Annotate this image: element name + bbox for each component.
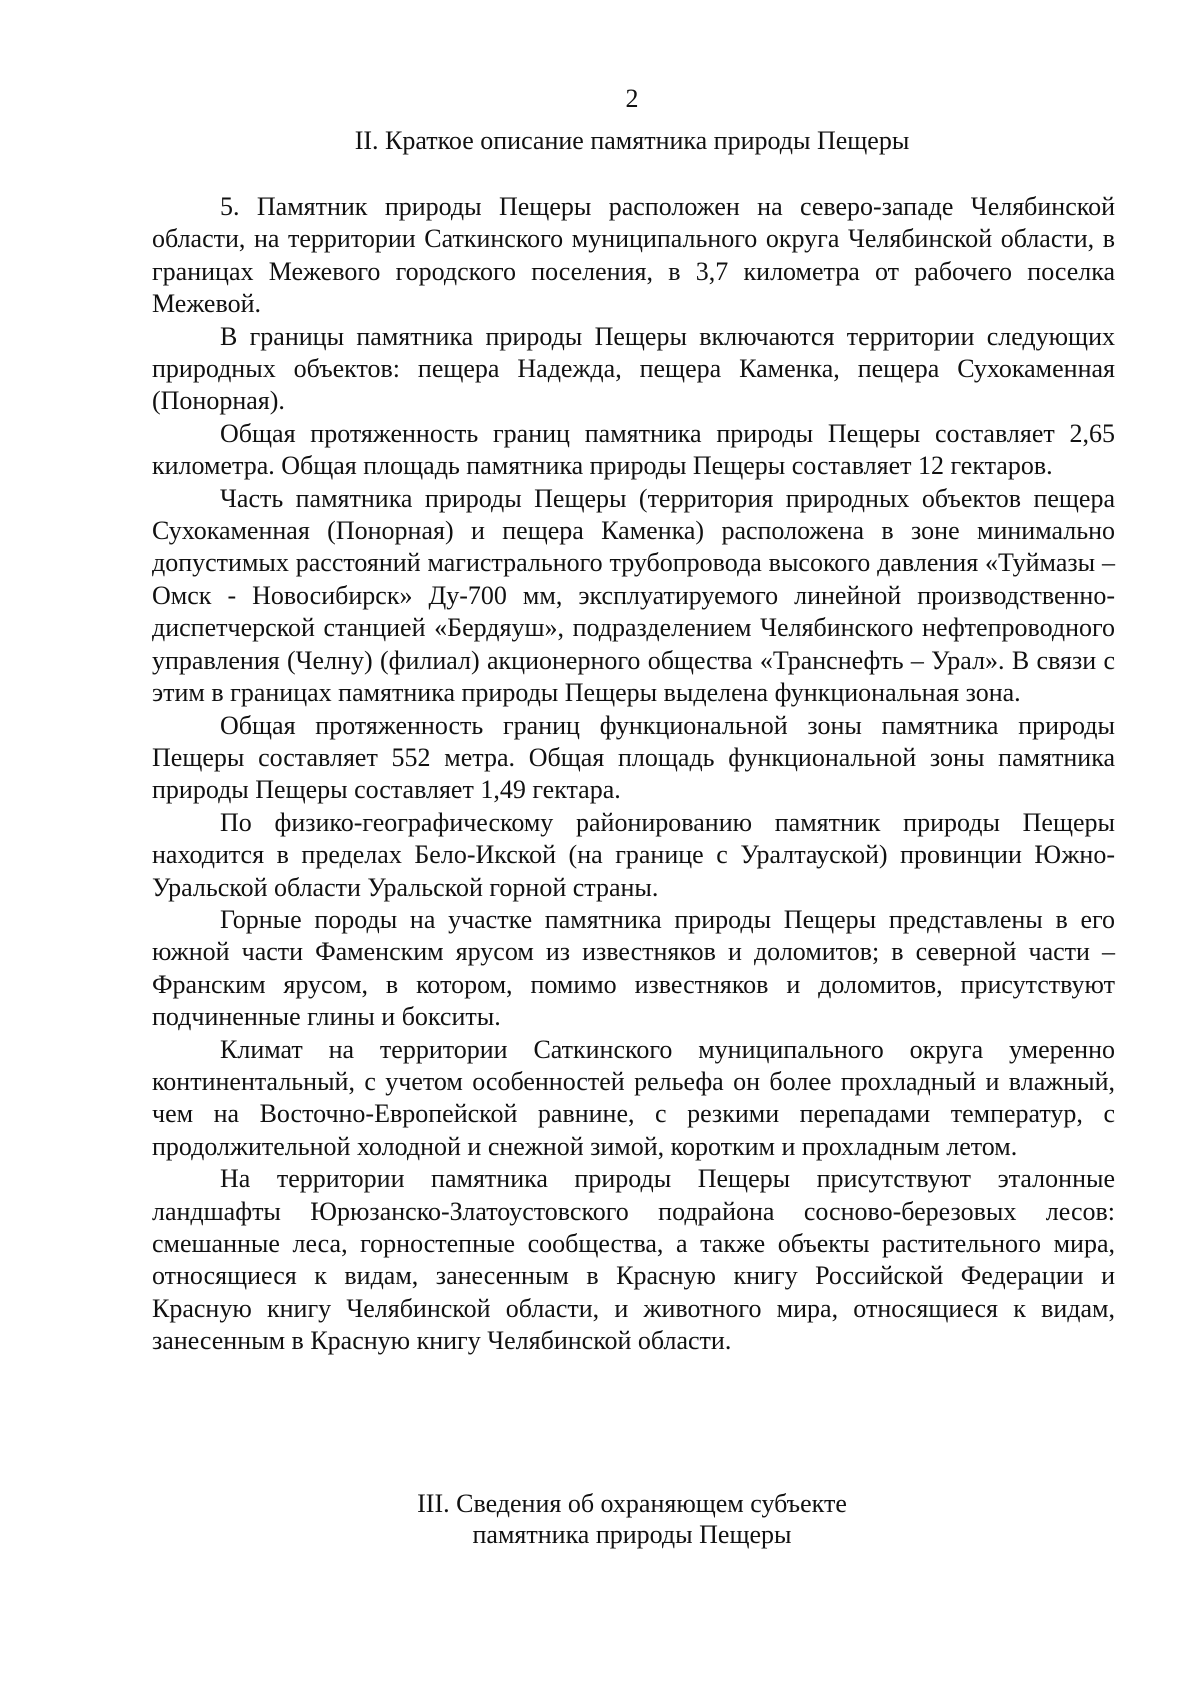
paragraph-pipeline-zone: Часть памятника природы Пещеры (территория природных объектов пещера Сухокаменная (Понорная) и пещера Каменка) расположена в зоне минимально допустимых расстояний магистрального трубопровода высокого давления «Туймазы – Омск - Новосибирск» Ду-700 мм, эксплуатируемого линейной производственно-диспетчерской станцией «Бердяуш», подразделением Челябинского нефтепроводного управления (Челну) (филиал) акционерного общества «Транснефть – Урал». В связи с этим в границах памятника природы Пещеры выделена функциональная зона. — [152, 483, 1115, 708]
paragraph-geology: Горные породы на участке памятника природы Пещеры представлены в его южной части Фаменским ярусом из известняков и доломитов; в северной части – Франским ярусом, в котором, помимо известняков и доломитов, присутствуют подчиненные глины и бокситы. — [152, 904, 1115, 1032]
paragraph-included-objects: В границы памятника природы Пещеры включаются территории следующих природных объектов: пещера Надежда, пещера Каменка, пещера Сухокаменная (Понорная). — [152, 321, 1115, 416]
section-3-title-line-2: памятника природы Пещеры — [472, 1520, 792, 1549]
paragraph-climate: Климат на территории Саткинского муниципального округа умеренно континентальный, с учетом особенностей рельефа он более прохладный и влажный, чем на Восточно-Европейской равнине, с резкими перепадами температур, с продолжительной холодной и снежной зимой, коротким и прохладным летом. — [152, 1034, 1115, 1161]
section-3-title — [32, 1488, 1200, 1550]
paragraph-landscapes: На территории памятника природы Пещеры присутствуют эталонные ландшафты Юрюзанско-Златоустовского подрайона сосново-березовых лесов: смешанные леса, горностепные сообщества, а также объекты растительного мира, относящиеся к видам, занесенным в Красную книгу Российской Федерации и Красную книгу Челябинской области, и животного мира, относящиеся к видам, занесенным в Красную книгу Челябинской области. — [152, 1164, 1115, 1356]
paragraph-boundary-area: Общая протяженность границ памятника природы Пещеры составляет 2,65 километра. Общая площадь памятника природы Пещеры составляет 12 гектаров. — [152, 418, 1115, 481]
section-2-title: II. Краткое описание памятника природы Пещеры — [354, 126, 910, 155]
paragraph-functional-zone: Общая протяженность границ функциональной зоны памятника природы Пещеры составляет 552 метра. Общая площадь функциональной зоны памятника природы Пещеры составляет 1,49 гектара. — [152, 710, 1115, 805]
page-number: 2 — [625, 84, 639, 113]
section-3-title-line-1: III. Сведения об охраняющем субъекте — [417, 1489, 847, 1518]
paragraph-geography: По физико-географическому районированию памятник природы Пещеры находится в пределах Бело-Икской (на границе с Уралтауской) провинции Южно-Уральской области Уральской горной страны. — [152, 807, 1115, 902]
section-2-body — [152, 191, 1115, 1358]
paragraph-location: 5. Памятник природы Пещеры расположен на северо-западе Челябинской области, на территории Саткинского муниципального округа Челябинской области, в границах Межевого городского поселения, в 3,7 километра от рабочего поселка Межевой. — [152, 192, 1115, 319]
